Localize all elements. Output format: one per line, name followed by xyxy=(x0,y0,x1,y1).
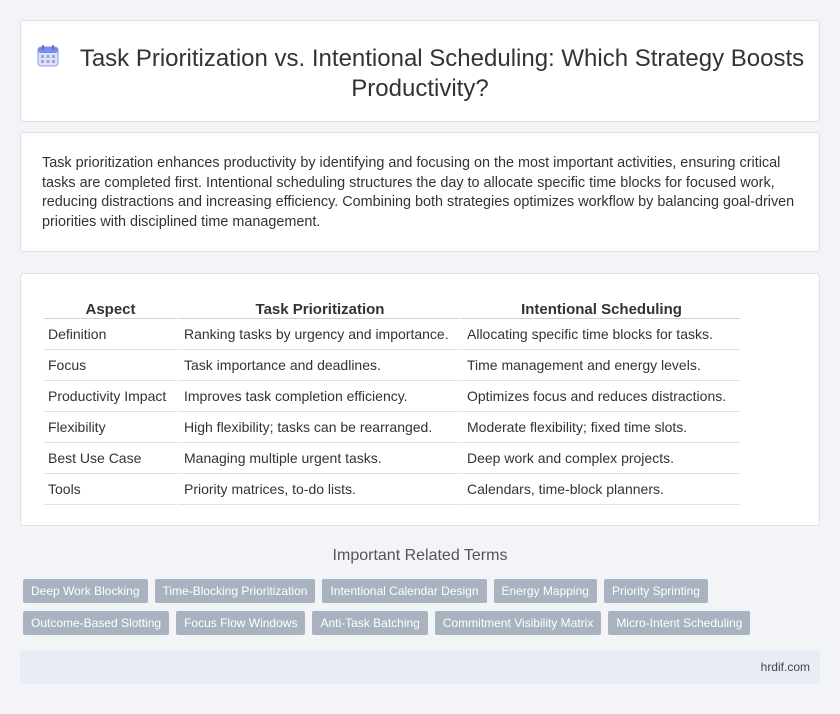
tag-commitment-visibility-matrix[interactable]: Commitment Visibility Matrix xyxy=(435,611,601,635)
comparison-card xyxy=(20,273,820,526)
table-row xyxy=(44,474,740,505)
tag-intentional-calendar-design[interactable]: Intentional Calendar Design xyxy=(322,579,486,603)
row-aspect: Best Use Case xyxy=(44,443,177,474)
row-aspect: Definition xyxy=(44,319,177,350)
row-aspect: Productivity Impact xyxy=(44,381,177,412)
calendar-icon xyxy=(36,44,60,68)
tag-row xyxy=(23,579,783,603)
row-task-prioritization: Improves task completion efficiency. xyxy=(177,381,460,412)
row-intentional-scheduling: Moderate flexibility; fixed time slots. xyxy=(460,412,740,443)
comparison-table xyxy=(44,298,740,505)
row-task-prioritization: Ranking tasks by urgency and importance. xyxy=(177,319,460,350)
table-row xyxy=(44,443,740,474)
tag-energy-mapping[interactable]: Energy Mapping xyxy=(494,579,597,603)
row-intentional-scheduling: Time management and energy levels. xyxy=(460,350,740,381)
row-intentional-scheduling: Allocating specific time blocks for tasks. xyxy=(460,319,740,350)
related-terms-list xyxy=(23,579,783,643)
table-row xyxy=(44,412,740,443)
tag-row xyxy=(23,611,783,635)
intro-card xyxy=(20,132,820,252)
footer xyxy=(20,650,820,684)
table-row xyxy=(44,350,740,381)
row-task-prioritization: High flexibility; tasks can be rearranged. xyxy=(177,412,460,443)
related-terms-heading: Important Related Terms xyxy=(332,547,508,564)
row-aspect: Flexibility xyxy=(44,412,177,443)
row-intentional-scheduling: Deep work and complex projects. xyxy=(460,443,740,474)
header-task-prioritization: Task Prioritization xyxy=(177,298,460,319)
header-aspect: Aspect xyxy=(44,298,177,319)
row-aspect: Tools xyxy=(44,474,177,505)
row-intentional-scheduling: Optimizes focus and reduces distractions. xyxy=(460,381,740,412)
table-header-row xyxy=(44,298,740,319)
table-row xyxy=(44,319,740,350)
tag-micro-intent-scheduling[interactable]: Micro-Intent Scheduling xyxy=(608,611,750,635)
page-title: Task Prioritization vs. Intentional Scheduling: Which Strategy Boosts Productivity? xyxy=(79,45,805,102)
tag-time-blocking-prioritization[interactable]: Time-Blocking Prioritization xyxy=(155,579,316,603)
row-task-prioritization: Managing multiple urgent tasks. xyxy=(177,443,460,474)
row-task-prioritization: Task importance and deadlines. xyxy=(177,350,460,381)
tag-priority-sprinting[interactable]: Priority Sprinting xyxy=(604,579,708,603)
row-intentional-scheduling: Calendars, time-block planners. xyxy=(460,474,740,505)
intro-paragraph: Task prioritization enhances productivity by identifying and focusing on the most important activities, ensuring critical tasks are completed first. Intentional scheduling structures the day to allocate specific time blocks for focused work, reducing distractions and increasing efficiency. Combining both strategies optimizes workflow by balancing goal-driven priorities with disciplined time management. xyxy=(42,155,795,230)
table-row xyxy=(44,381,740,412)
title-card xyxy=(20,20,820,122)
tag-outcome-based-slotting[interactable]: Outcome-Based Slotting xyxy=(23,611,169,635)
tag-anti-task-batching[interactable]: Anti-Task Batching xyxy=(312,611,427,635)
header-intentional-scheduling: Intentional Scheduling xyxy=(460,298,740,319)
tag-deep-work-blocking[interactable]: Deep Work Blocking xyxy=(23,579,148,603)
tag-focus-flow-windows[interactable]: Focus Flow Windows xyxy=(176,611,305,635)
row-aspect: Focus xyxy=(44,350,177,381)
footer-site-link[interactable]: hrdif.com xyxy=(760,660,810,674)
page-title-wrap xyxy=(21,44,819,104)
row-task-prioritization: Priority matrices, to-do lists. xyxy=(177,474,460,505)
